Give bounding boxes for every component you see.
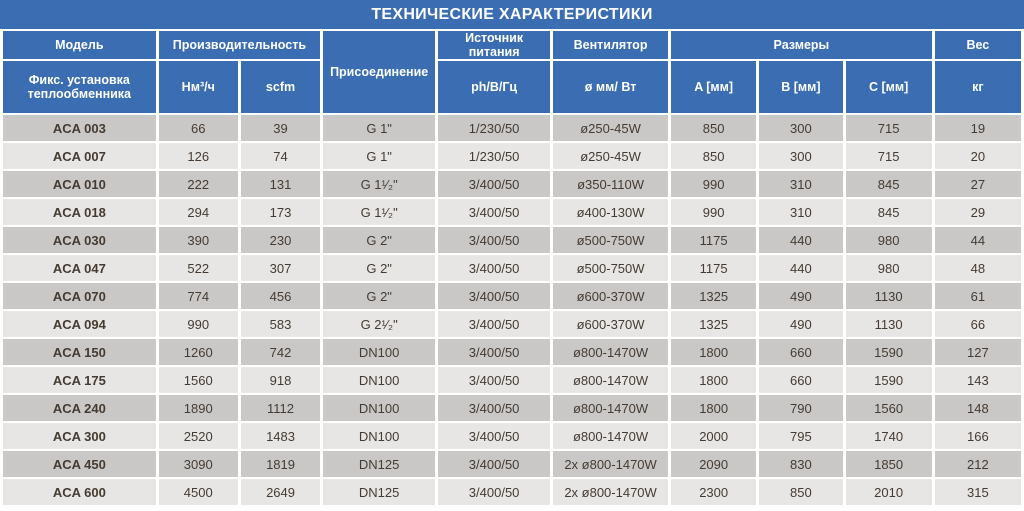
value-cell: 126 [159, 143, 238, 169]
value-cell: ø350-110W [553, 171, 668, 197]
value-cell: 39 [241, 115, 320, 141]
value-cell: 3/400/50 [438, 255, 550, 281]
value-cell: 390 [159, 227, 238, 253]
col-header-model-sub: Фикс. установка теплообменника [3, 61, 156, 113]
value-cell: 307 [241, 255, 320, 281]
table-row [3, 311, 1021, 337]
col-group-model: Модель [3, 31, 156, 59]
model-cell: ACA 010 [3, 171, 156, 197]
value-cell: 980 [846, 227, 932, 253]
value-cell: 742 [241, 339, 320, 365]
value-cell: 918 [241, 367, 320, 393]
value-cell: 27 [935, 171, 1021, 197]
table-row [3, 227, 1021, 253]
model-cell: ACA 450 [3, 451, 156, 477]
model-cell: ACA 018 [3, 199, 156, 225]
value-cell: 66 [159, 115, 238, 141]
value-cell: 1112 [241, 395, 320, 421]
value-cell: 74 [241, 143, 320, 169]
value-cell: 1819 [241, 451, 320, 477]
value-cell: 3/400/50 [438, 227, 550, 253]
value-cell: DN125 [323, 451, 435, 477]
value-cell: ø600-370W [553, 311, 668, 337]
table-body [3, 115, 1021, 505]
value-cell: 4500 [159, 479, 238, 505]
value-cell: DN100 [323, 395, 435, 421]
table-row [3, 199, 1021, 225]
model-cell: ACA 150 [3, 339, 156, 365]
value-cell: DN100 [323, 339, 435, 365]
table-row [3, 367, 1021, 393]
table-row [3, 423, 1021, 449]
col-group-fan: Вентилятор [553, 31, 668, 59]
value-cell: 1175 [671, 255, 756, 281]
value-cell: 1/230/50 [438, 143, 550, 169]
col-header-nm3h: Нм³/ч [159, 61, 238, 113]
specs-table [0, 29, 1024, 507]
value-cell: ø800-1470W [553, 339, 668, 365]
value-cell: G 1" [323, 143, 435, 169]
value-cell: ø250-45W [553, 115, 668, 141]
value-cell: G 1" [323, 115, 435, 141]
value-cell: 3/400/50 [438, 199, 550, 225]
value-cell: 845 [846, 171, 932, 197]
value-cell: 2x ø800-1470W [553, 479, 668, 505]
value-cell: 1/230/50 [438, 115, 550, 141]
value-cell: 583 [241, 311, 320, 337]
value-cell: ø250-45W [553, 143, 668, 169]
table-row [3, 255, 1021, 281]
value-cell: 795 [759, 423, 842, 449]
value-cell: 3/400/50 [438, 311, 550, 337]
value-cell: 315 [935, 479, 1021, 505]
value-cell: 850 [759, 479, 842, 505]
table-row [3, 451, 1021, 477]
value-cell: 143 [935, 367, 1021, 393]
model-cell: ACA 003 [3, 115, 156, 141]
model-cell: ACA 047 [3, 255, 156, 281]
value-cell: 1130 [846, 311, 932, 337]
value-cell: 127 [935, 339, 1021, 365]
value-cell: ø800-1470W [553, 423, 668, 449]
value-cell: 456 [241, 283, 320, 309]
value-cell: 1260 [159, 339, 238, 365]
col-header-fan: ø мм/ Вт [553, 61, 668, 113]
value-cell: 440 [759, 255, 842, 281]
value-cell: 29 [935, 199, 1021, 225]
value-cell: 173 [241, 199, 320, 225]
value-cell: DN100 [323, 423, 435, 449]
value-cell: 3/400/50 [438, 367, 550, 393]
value-cell: 2300 [671, 479, 756, 505]
col-group-power-source: Источник питания [438, 31, 550, 59]
value-cell: 3/400/50 [438, 283, 550, 309]
value-cell: ø600-370W [553, 283, 668, 309]
model-cell: ACA 175 [3, 367, 156, 393]
table-row [3, 115, 1021, 141]
col-header-kg: кг [935, 61, 1021, 113]
value-cell: 1590 [846, 339, 932, 365]
value-cell: 440 [759, 227, 842, 253]
model-cell: ACA 300 [3, 423, 156, 449]
value-cell: 3/400/50 [438, 423, 550, 449]
value-cell: 2090 [671, 451, 756, 477]
col-group-performance: Производительность [159, 31, 321, 59]
value-cell: 990 [159, 311, 238, 337]
value-cell: 660 [759, 339, 842, 365]
header-sub-row [3, 61, 1021, 113]
value-cell: 212 [935, 451, 1021, 477]
value-cell: 850 [671, 115, 756, 141]
value-cell: 2x ø800-1470W [553, 451, 668, 477]
value-cell: 990 [671, 199, 756, 225]
value-cell: 310 [759, 171, 842, 197]
value-cell: 148 [935, 395, 1021, 421]
value-cell: 300 [759, 143, 842, 169]
col-group-dimensions: Размеры [671, 31, 932, 59]
value-cell: 490 [759, 283, 842, 309]
value-cell: 1800 [671, 395, 756, 421]
model-cell: ACA 094 [3, 311, 156, 337]
col-header-dim-c: C [мм] [846, 61, 932, 113]
value-cell: 1560 [159, 367, 238, 393]
value-cell: 490 [759, 311, 842, 337]
value-cell: 61 [935, 283, 1021, 309]
value-cell: 3/400/50 [438, 395, 550, 421]
value-cell: 1325 [671, 311, 756, 337]
value-cell: 2010 [846, 479, 932, 505]
value-cell: ø500-750W [553, 227, 668, 253]
value-cell: 1130 [846, 283, 932, 309]
value-cell: 20 [935, 143, 1021, 169]
value-cell: 1850 [846, 451, 932, 477]
value-cell: ø800-1470W [553, 367, 668, 393]
value-cell: 2649 [241, 479, 320, 505]
value-cell: 19 [935, 115, 1021, 141]
value-cell: ø800-1470W [553, 395, 668, 421]
value-cell: 845 [846, 199, 932, 225]
model-cell: ACA 070 [3, 283, 156, 309]
value-cell: 3/400/50 [438, 339, 550, 365]
value-cell: 48 [935, 255, 1021, 281]
value-cell: 166 [935, 423, 1021, 449]
model-cell: ACA 240 [3, 395, 156, 421]
value-cell: DN125 [323, 479, 435, 505]
table-row [3, 283, 1021, 309]
value-cell: 1325 [671, 283, 756, 309]
value-cell: 230 [241, 227, 320, 253]
value-cell: 300 [759, 115, 842, 141]
value-cell: 66 [935, 311, 1021, 337]
value-cell: 3090 [159, 451, 238, 477]
value-cell: 522 [159, 255, 238, 281]
value-cell: G 2" [323, 227, 435, 253]
value-cell: 310 [759, 199, 842, 225]
value-cell: G 2" [323, 283, 435, 309]
value-cell: 2520 [159, 423, 238, 449]
value-cell: ø400-130W [553, 199, 668, 225]
value-cell: 1483 [241, 423, 320, 449]
value-cell: 1560 [846, 395, 932, 421]
value-cell: ø500-750W [553, 255, 668, 281]
header-group-row [3, 31, 1021, 59]
col-header-dim-b: B [мм] [759, 61, 842, 113]
model-cell: ACA 030 [3, 227, 156, 253]
value-cell: DN100 [323, 367, 435, 393]
col-header-dim-a: A [мм] [671, 61, 756, 113]
col-header-power: ph/В/Гц [438, 61, 550, 113]
value-cell: G 1¹⁄₂" [323, 171, 435, 197]
value-cell: 2000 [671, 423, 756, 449]
col-header-connection: Присоединение [323, 31, 435, 113]
value-cell: 1175 [671, 227, 756, 253]
value-cell: 1740 [846, 423, 932, 449]
value-cell: 3/400/50 [438, 479, 550, 505]
value-cell: 3/400/50 [438, 451, 550, 477]
value-cell: 660 [759, 367, 842, 393]
value-cell: 222 [159, 171, 238, 197]
model-cell: ACA 600 [3, 479, 156, 505]
value-cell: 715 [846, 115, 932, 141]
value-cell: G 2¹⁄₂" [323, 311, 435, 337]
value-cell: G 1¹⁄₂" [323, 199, 435, 225]
value-cell: 294 [159, 199, 238, 225]
value-cell: 1800 [671, 339, 756, 365]
value-cell: 830 [759, 451, 842, 477]
value-cell: 990 [671, 171, 756, 197]
value-cell: G 2" [323, 255, 435, 281]
value-cell: 980 [846, 255, 932, 281]
value-cell: 850 [671, 143, 756, 169]
value-cell: 790 [759, 395, 842, 421]
col-group-weight: Вес [935, 31, 1021, 59]
col-header-scfm: scfm [241, 61, 320, 113]
table-row [3, 143, 1021, 169]
table-row [3, 395, 1021, 421]
page-title: ТЕХНИЧЕСКИЕ ХАРАКТЕРИСТИКИ [0, 0, 1024, 29]
value-cell: 1800 [671, 367, 756, 393]
value-cell: 44 [935, 227, 1021, 253]
value-cell: 131 [241, 171, 320, 197]
table-row [3, 339, 1021, 365]
value-cell: 1590 [846, 367, 932, 393]
table-row [3, 479, 1021, 505]
value-cell: 3/400/50 [438, 171, 550, 197]
value-cell: 774 [159, 283, 238, 309]
table-row [3, 171, 1021, 197]
model-cell: ACA 007 [3, 143, 156, 169]
value-cell: 1890 [159, 395, 238, 421]
value-cell: 715 [846, 143, 932, 169]
